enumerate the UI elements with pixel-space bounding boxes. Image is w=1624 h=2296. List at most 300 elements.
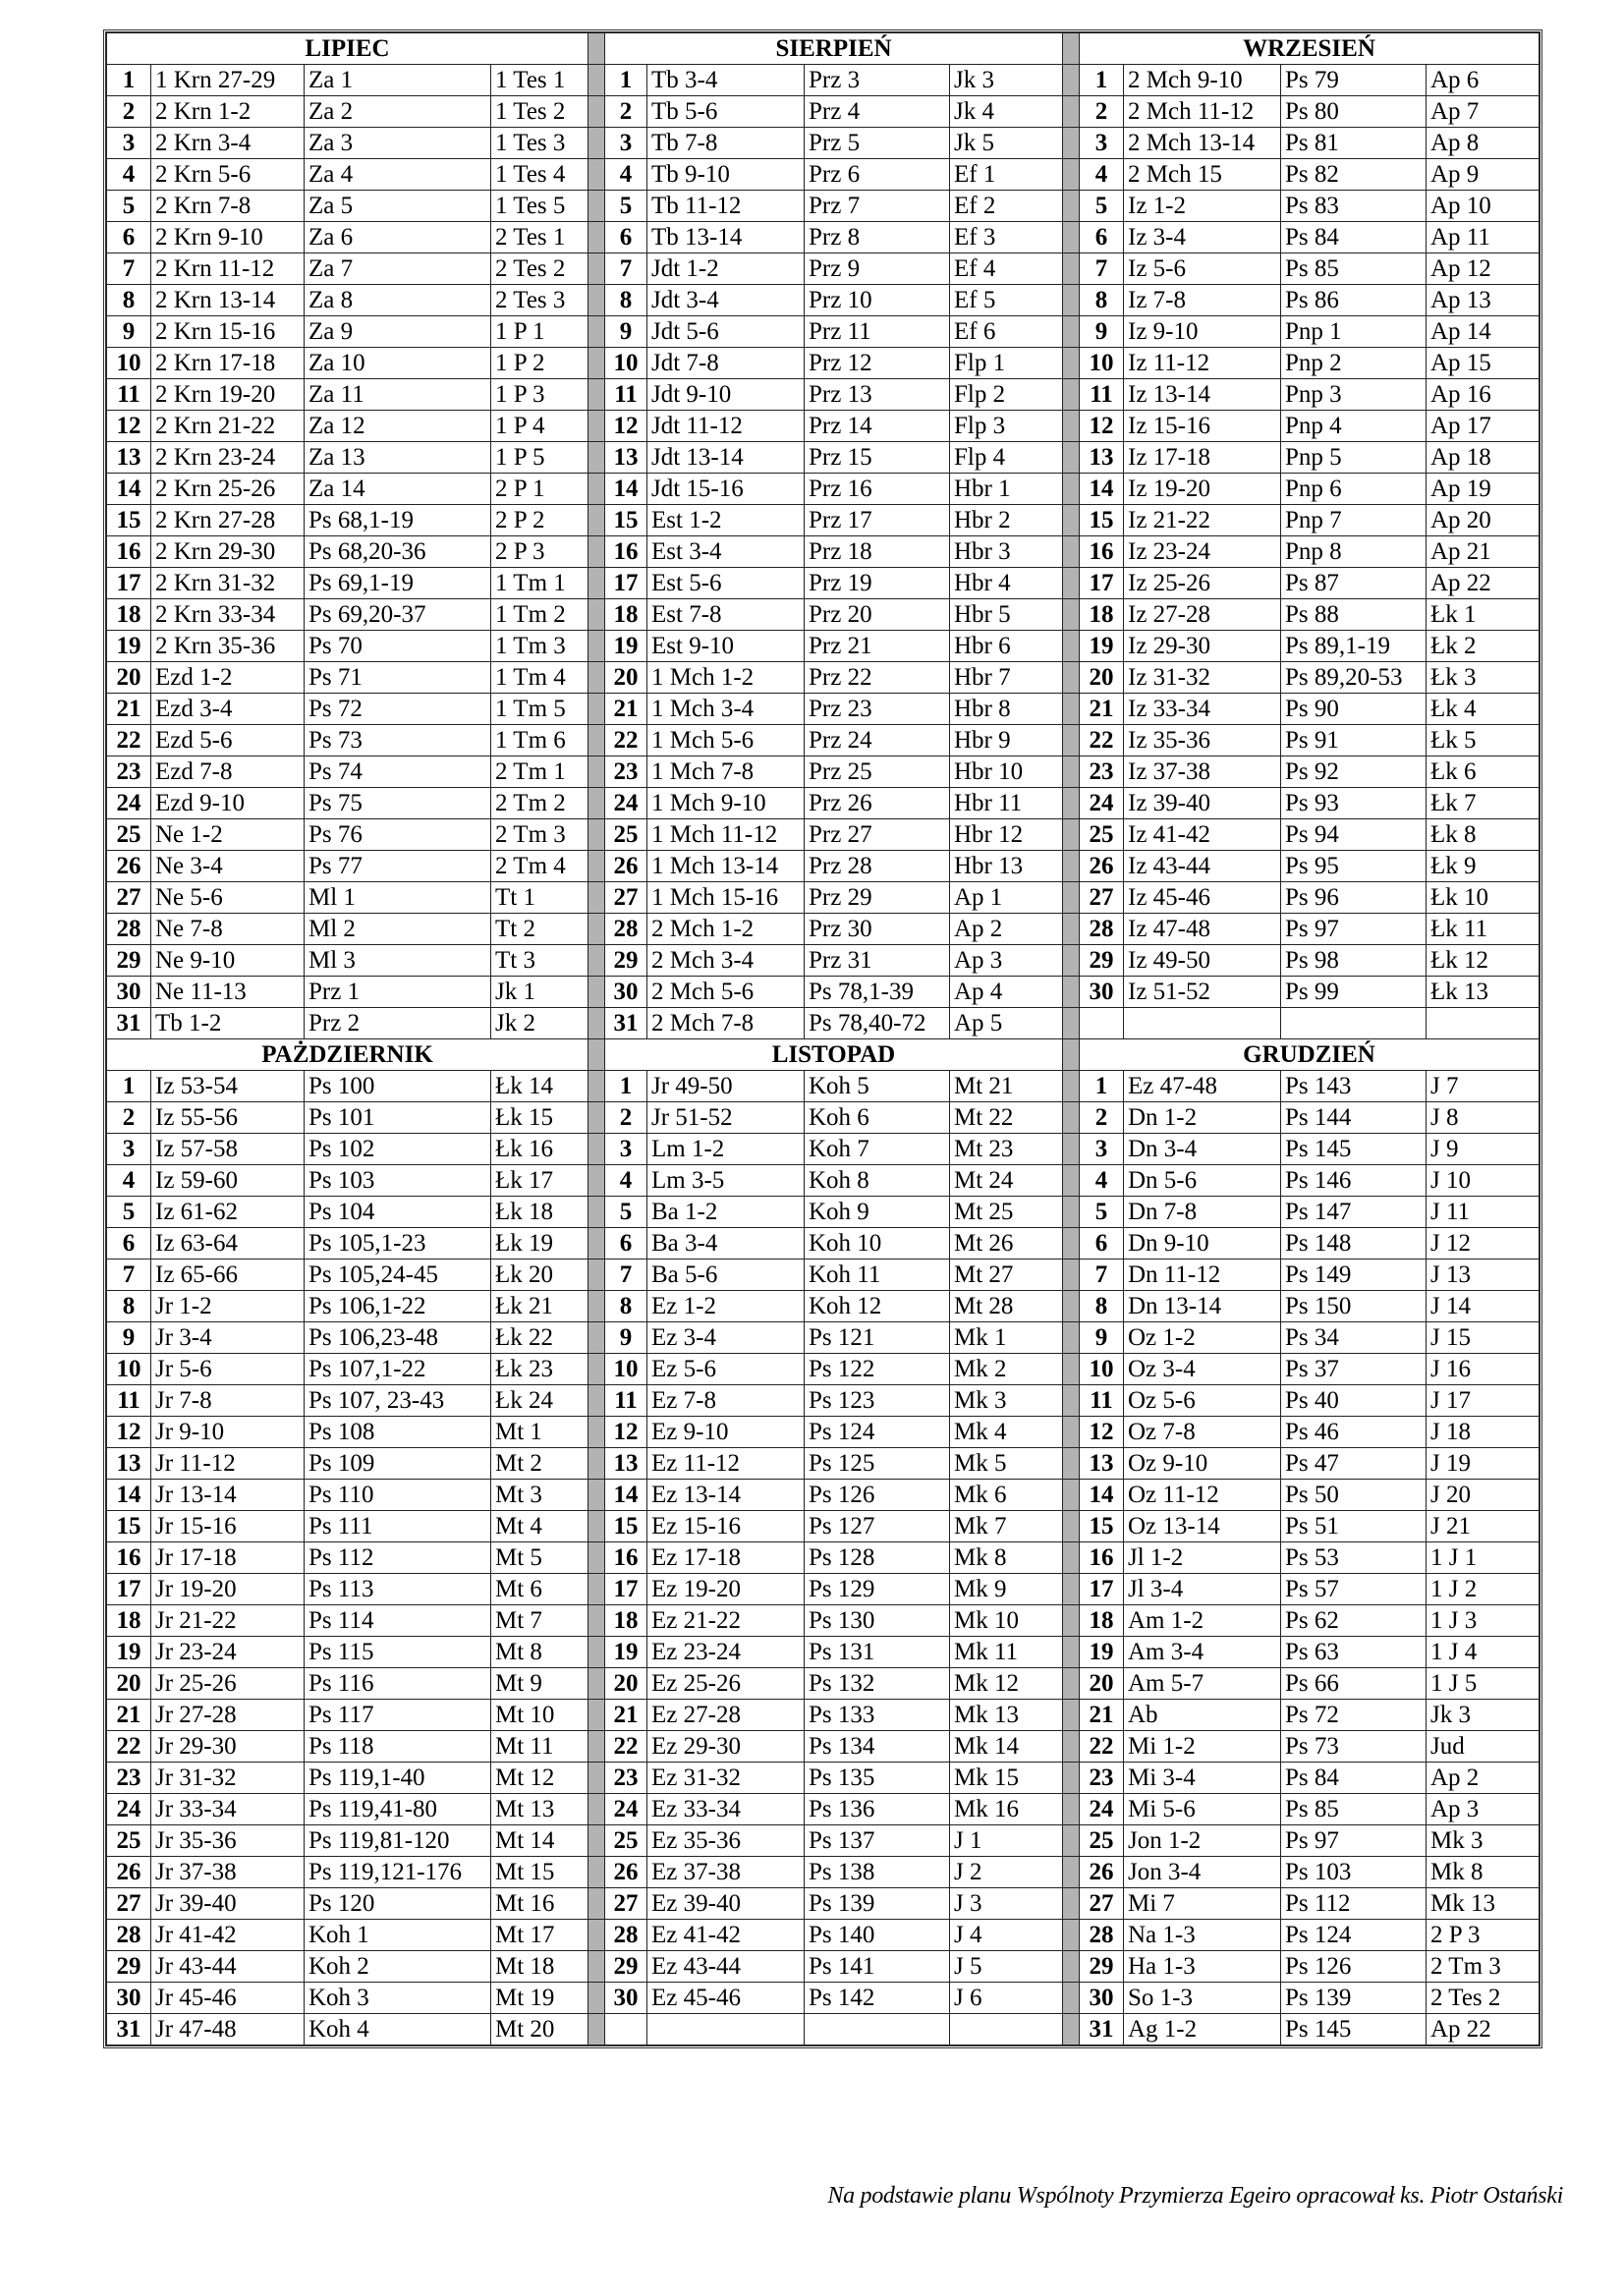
column-separator: [1063, 191, 1080, 222]
wisdom-reading: Koh 12: [805, 1291, 950, 1322]
table-row: [107, 631, 1540, 662]
wisdom-reading: Za 8: [305, 285, 491, 316]
new-testament-reading: Mk 10: [950, 1605, 1063, 1637]
old-testament-reading: Jr 23-24: [151, 1637, 305, 1668]
day-number: 10: [1080, 1354, 1124, 1385]
wisdom-reading: Koh 7: [805, 1134, 950, 1165]
new-testament-reading: Łk 20: [491, 1260, 588, 1291]
old-testament-reading: 1 Krn 27-29: [151, 65, 305, 96]
column-separator: [588, 1448, 605, 1480]
wisdom-reading: Ps 139: [805, 1888, 950, 1920]
new-testament-reading: Mk 3: [950, 1385, 1063, 1417]
day-number: 28: [605, 1920, 647, 1951]
column-separator: [588, 725, 605, 756]
old-testament-reading: Jr 15-16: [151, 1511, 305, 1542]
wisdom-reading: Ps 101: [305, 1102, 491, 1134]
wisdom-reading: Pnp 1: [1281, 316, 1427, 348]
old-testament-reading: Ne 1-2: [151, 819, 305, 851]
day-number: 19: [605, 1637, 647, 1668]
day-number: 23: [605, 1763, 647, 1794]
wisdom-reading: Ps 119,121-176: [305, 1857, 491, 1888]
day-number: 13: [107, 442, 151, 474]
old-testament-reading: Dn 3-4: [1124, 1134, 1281, 1165]
column-separator: [588, 1637, 605, 1668]
old-testament-reading: 1 Mch 7-8: [647, 756, 805, 788]
wisdom-reading: Prz 19: [805, 568, 950, 599]
new-testament-reading: J 4: [950, 1920, 1063, 1951]
day-number: 20: [107, 662, 151, 694]
new-testament-reading: 1 Tes 3: [491, 128, 588, 159]
wisdom-reading: Ps 50: [1281, 1480, 1427, 1511]
column-separator: [588, 1134, 605, 1165]
old-testament-reading: Jdt 3-4: [647, 285, 805, 316]
old-testament-reading: Iz 51-52: [1124, 977, 1281, 1008]
wisdom-reading: Prz 1: [305, 977, 491, 1008]
new-testament-reading: J 6: [950, 1983, 1063, 2014]
day-number: 12: [605, 1417, 647, 1448]
old-testament-reading: Jr 7-8: [151, 1385, 305, 1417]
wisdom-reading: Prz 27: [805, 819, 950, 851]
day-number: 15: [605, 505, 647, 536]
new-testament-reading: Mk 7: [950, 1511, 1063, 1542]
column-separator: [588, 631, 605, 662]
wisdom-reading: Ps 95: [1281, 851, 1427, 882]
day-number: 12: [107, 1417, 151, 1448]
table-row: [107, 285, 1540, 316]
old-testament-reading: Ba 5-6: [647, 1260, 805, 1291]
day-number: 3: [605, 1134, 647, 1165]
column-separator: [588, 599, 605, 631]
old-testament-reading: Jdt 11-12: [647, 411, 805, 442]
day-number: 24: [107, 1794, 151, 1825]
day-number: 25: [605, 1825, 647, 1857]
old-testament-reading: Tb 3-4: [647, 65, 805, 96]
new-testament-reading: Mt 4: [491, 1511, 588, 1542]
wisdom-reading: Ps 107,1-22: [305, 1354, 491, 1385]
old-testament-reading: 2 Krn 29-30: [151, 536, 305, 568]
wisdom-reading: Pnp 3: [1281, 379, 1427, 411]
day-number: 19: [107, 631, 151, 662]
old-testament-reading: Iz 39-40: [1124, 788, 1281, 819]
column-separator: [1063, 1700, 1080, 1731]
new-testament-reading: Mt 11: [491, 1731, 588, 1763]
wisdom-reading: Ps 114: [305, 1605, 491, 1637]
new-testament-reading: Ap 18: [1427, 442, 1540, 474]
day-number: 24: [605, 1794, 647, 1825]
wisdom-reading: Ps 120: [305, 1888, 491, 1920]
day-number: 13: [1080, 442, 1124, 474]
day-number: 5: [107, 191, 151, 222]
new-testament-reading: Łk 11: [1427, 914, 1540, 945]
new-testament-reading: Mt 19: [491, 1983, 588, 2014]
old-testament-reading: 2 Krn 25-26: [151, 474, 305, 505]
old-testament-reading: 2 Krn 19-20: [151, 379, 305, 411]
day-number: 5: [1080, 1197, 1124, 1228]
wisdom-reading: Ps 102: [305, 1134, 491, 1165]
day-number: 3: [107, 1134, 151, 1165]
table-row: [107, 1291, 1540, 1322]
wisdom-reading: Ps 125: [805, 1448, 950, 1480]
wisdom-reading: Ps 78,40-72: [805, 1008, 950, 1039]
month-title: LIPIEC: [107, 33, 588, 65]
old-testament-reading: Ba 1-2: [647, 1197, 805, 1228]
old-testament-reading: Jr 3-4: [151, 1322, 305, 1354]
wisdom-reading: Ps 96: [1281, 882, 1427, 914]
day-number: 14: [107, 474, 151, 505]
old-testament-reading: [1124, 1008, 1281, 1039]
old-testament-reading: Ez 31-32: [647, 1763, 805, 1794]
day-number: 31: [1080, 2014, 1124, 2045]
wisdom-reading: Za 4: [305, 159, 491, 191]
wisdom-reading: Ps 75: [305, 788, 491, 819]
day-number: 6: [1080, 222, 1124, 253]
wisdom-reading: Ps 104: [305, 1197, 491, 1228]
old-testament-reading: Ez 1-2: [647, 1291, 805, 1322]
new-testament-reading: Ef 1: [950, 159, 1063, 191]
table-row: [107, 1322, 1540, 1354]
old-testament-reading: Ez 5-6: [647, 1354, 805, 1385]
old-testament-reading: Ez 15-16: [647, 1511, 805, 1542]
old-testament-reading: 2 Krn 5-6: [151, 159, 305, 191]
old-testament-reading: Am 3-4: [1124, 1637, 1281, 1668]
wisdom-reading: Prz 15: [805, 442, 950, 474]
table-row: [107, 756, 1540, 788]
new-testament-reading: 1 P 2: [491, 348, 588, 379]
day-number: 7: [1080, 1260, 1124, 1291]
new-testament-reading: Ef 5: [950, 285, 1063, 316]
new-testament-reading: Ap 2: [950, 914, 1063, 945]
table-row: [107, 411, 1540, 442]
new-testament-reading: Mt 6: [491, 1574, 588, 1605]
table-row: [107, 1668, 1540, 1700]
day-number: 22: [107, 725, 151, 756]
old-testament-reading: Mi 3-4: [1124, 1763, 1281, 1794]
day-number: 6: [107, 1228, 151, 1260]
table-row: [107, 1511, 1540, 1542]
day-number: 10: [605, 348, 647, 379]
day-number: 23: [107, 1763, 151, 1794]
table-row: [107, 96, 1540, 128]
table-row: [107, 474, 1540, 505]
day-number: 25: [107, 819, 151, 851]
old-testament-reading: Jl 1-2: [1124, 1542, 1281, 1574]
old-testament-reading: 2 Mch 3-4: [647, 945, 805, 977]
column-separator: [1063, 1794, 1080, 1825]
new-testament-reading: Łk 18: [491, 1197, 588, 1228]
day-number: 10: [605, 1354, 647, 1385]
wisdom-reading: Koh 6: [805, 1102, 950, 1134]
old-testament-reading: 1 Mch 11-12: [647, 819, 805, 851]
table-row: [107, 662, 1540, 694]
wisdom-reading: Ps 106,23-48: [305, 1322, 491, 1354]
new-testament-reading: 1 J 2: [1427, 1574, 1540, 1605]
old-testament-reading: 1 Mch 13-14: [647, 851, 805, 882]
wisdom-reading: Ps 144: [1281, 1102, 1427, 1134]
old-testament-reading: 2 Krn 31-32: [151, 568, 305, 599]
day-number: 29: [605, 1951, 647, 1983]
column-separator: [588, 945, 605, 977]
wisdom-reading: Prz 6: [805, 159, 950, 191]
new-testament-reading: Tt 1: [491, 882, 588, 914]
old-testament-reading: Ez 21-22: [647, 1605, 805, 1637]
old-testament-reading: Iz 7-8: [1124, 285, 1281, 316]
wisdom-reading: Ps 119,1-40: [305, 1763, 491, 1794]
table-row: [107, 316, 1540, 348]
old-testament-reading: Ne 5-6: [151, 882, 305, 914]
new-testament-reading: Łk 17: [491, 1165, 588, 1197]
new-testament-reading: 2 Tm 1: [491, 756, 588, 788]
old-testament-reading: Iz 13-14: [1124, 379, 1281, 411]
new-testament-reading: Ap 3: [950, 945, 1063, 977]
column-separator: [588, 1574, 605, 1605]
new-testament-reading: 2 Tes 2: [1427, 1983, 1540, 2014]
table-row: [107, 599, 1540, 631]
day-number: 22: [1080, 1731, 1124, 1763]
day-number: 20: [107, 1668, 151, 1700]
wisdom-reading: Ps 129: [805, 1574, 950, 1605]
new-testament-reading: Mt 22: [950, 1102, 1063, 1134]
month-title: SIERPIEŃ: [605, 33, 1063, 65]
old-testament-reading: Jdt 1-2: [647, 253, 805, 285]
old-testament-reading: Est 9-10: [647, 631, 805, 662]
wisdom-reading: Ps 126: [805, 1480, 950, 1511]
new-testament-reading: Ap 6: [1427, 65, 1540, 96]
new-testament-reading: 1 J 4: [1427, 1637, 1540, 1668]
new-testament-reading: Ap 11: [1427, 222, 1540, 253]
old-testament-reading: 2 Krn 13-14: [151, 285, 305, 316]
new-testament-reading: Mk 5: [950, 1448, 1063, 1480]
wisdom-reading: Ps 94: [1281, 819, 1427, 851]
column-separator: [588, 474, 605, 505]
wisdom-reading: Ps 99: [1281, 977, 1427, 1008]
table-row: [107, 159, 1540, 191]
table-row: [107, 1197, 1540, 1228]
column-separator: [588, 568, 605, 599]
old-testament-reading: Jr 21-22: [151, 1605, 305, 1637]
new-testament-reading: 2 P 3: [491, 536, 588, 568]
column-separator: [1063, 348, 1080, 379]
new-testament-reading: Łk 5: [1427, 725, 1540, 756]
day-number: 13: [605, 1448, 647, 1480]
day-number: 21: [1080, 1700, 1124, 1731]
wisdom-reading: Prz 29: [805, 882, 950, 914]
new-testament-reading: [1427, 1008, 1540, 1039]
day-number: 11: [1080, 1385, 1124, 1417]
new-testament-reading: 1 Tes 1: [491, 65, 588, 96]
old-testament-reading: Am 5-7: [1124, 1668, 1281, 1700]
wisdom-reading: Ps 63: [1281, 1637, 1427, 1668]
day-number: 10: [107, 1354, 151, 1385]
wisdom-reading: Ps 71: [305, 662, 491, 694]
day-number: 23: [605, 756, 647, 788]
day-number: 14: [107, 1480, 151, 1511]
old-testament-reading: Jdt 9-10: [647, 379, 805, 411]
old-testament-reading: Iz 55-56: [151, 1102, 305, 1134]
new-testament-reading: Hbr 4: [950, 568, 1063, 599]
day-number: 31: [107, 2014, 151, 2045]
wisdom-reading: Ps 85: [1281, 1794, 1427, 1825]
table-row: [107, 694, 1540, 725]
day-number: 9: [1080, 316, 1124, 348]
new-testament-reading: Mk 13: [950, 1700, 1063, 1731]
old-testament-reading: Iz 25-26: [1124, 568, 1281, 599]
month-header-row: [107, 33, 1540, 65]
new-testament-reading: 1 Tm 3: [491, 631, 588, 662]
old-testament-reading: Iz 59-60: [151, 1165, 305, 1197]
day-number: 15: [1080, 505, 1124, 536]
column-separator: [588, 788, 605, 819]
day-number: 22: [605, 725, 647, 756]
new-testament-reading: Łk 6: [1427, 756, 1540, 788]
new-testament-reading: Mk 14: [950, 1731, 1063, 1763]
day-number: 12: [107, 411, 151, 442]
table-row: [107, 945, 1540, 977]
column-separator: [1063, 1574, 1080, 1605]
new-testament-reading: J 20: [1427, 1480, 1540, 1511]
wisdom-reading: Za 7: [305, 253, 491, 285]
column-separator: [1063, 1228, 1080, 1260]
day-number: 4: [107, 159, 151, 191]
column-separator: [1063, 756, 1080, 788]
new-testament-reading: Łk 10: [1427, 882, 1540, 914]
day-number: 28: [1080, 1920, 1124, 1951]
old-testament-reading: 1 Mch 5-6: [647, 725, 805, 756]
day-number: 15: [1080, 1511, 1124, 1542]
new-testament-reading: 1 Tm 4: [491, 662, 588, 694]
wisdom-reading: Prz 4: [805, 96, 950, 128]
old-testament-reading: 2 Krn 33-34: [151, 599, 305, 631]
old-testament-reading: Jr 13-14: [151, 1480, 305, 1511]
column-separator: [588, 2014, 605, 2045]
old-testament-reading: Jr 17-18: [151, 1542, 305, 1574]
column-separator: [588, 348, 605, 379]
column-separator: [1063, 159, 1080, 191]
old-testament-reading: Ez 39-40: [647, 1888, 805, 1920]
column-separator: [588, 1825, 605, 1857]
old-testament-reading: Jdt 7-8: [647, 348, 805, 379]
new-testament-reading: Hbr 1: [950, 474, 1063, 505]
new-testament-reading: Hbr 9: [950, 725, 1063, 756]
day-number: 9: [605, 1322, 647, 1354]
table-row: [107, 1008, 1540, 1039]
column-separator: [1063, 536, 1080, 568]
wisdom-reading: Ps 146: [1281, 1165, 1427, 1197]
wisdom-reading: Ps 119,41-80: [305, 1794, 491, 1825]
new-testament-reading: Mt 24: [950, 1165, 1063, 1197]
footer-credit: Na podstawie planu Wspólnoty Przymierza Egeiro opracował ks. Piotr Ostański: [827, 2183, 1563, 2209]
old-testament-reading: Iz 35-36: [1124, 725, 1281, 756]
column-separator: [588, 1605, 605, 1637]
reading-plan-sheet: [103, 29, 1542, 2048]
wisdom-reading: Ps 143: [1281, 1071, 1427, 1102]
old-testament-reading: Mi 5-6: [1124, 1794, 1281, 1825]
column-separator: [1063, 2014, 1080, 2045]
day-number: 11: [1080, 379, 1124, 411]
new-testament-reading: Tt 2: [491, 914, 588, 945]
wisdom-reading: Ps 97: [1281, 914, 1427, 945]
old-testament-reading: 1 Mch 15-16: [647, 882, 805, 914]
day-number: 18: [1080, 1605, 1124, 1637]
day-number: 7: [107, 1260, 151, 1291]
day-number: 21: [1080, 694, 1124, 725]
old-testament-reading: [647, 2014, 805, 2045]
table-row: [107, 442, 1540, 474]
wisdom-reading: [1281, 1008, 1427, 1039]
day-number: 25: [605, 819, 647, 851]
new-testament-reading: J 18: [1427, 1417, 1540, 1448]
column-separator: [588, 882, 605, 914]
day-number: 24: [1080, 1794, 1124, 1825]
old-testament-reading: 2 Mch 1-2: [647, 914, 805, 945]
old-testament-reading: Jr 43-44: [151, 1951, 305, 1983]
old-testament-reading: 1 Mch 1-2: [647, 662, 805, 694]
new-testament-reading: Łk 24: [491, 1385, 588, 1417]
wisdom-reading: Ps 57: [1281, 1574, 1427, 1605]
day-number: 2: [605, 1102, 647, 1134]
day-number: 12: [605, 411, 647, 442]
old-testament-reading: Ez 17-18: [647, 1542, 805, 1574]
month-title: WRZESIEŃ: [1080, 33, 1540, 65]
new-testament-reading: 2 Tm 4: [491, 851, 588, 882]
wisdom-reading: Ps 107, 23-43: [305, 1385, 491, 1417]
column-separator: [1063, 1102, 1080, 1134]
column-separator: [588, 977, 605, 1008]
new-testament-reading: Łk 22: [491, 1322, 588, 1354]
old-testament-reading: Ez 19-20: [647, 1574, 805, 1605]
new-testament-reading: 1 Tes 5: [491, 191, 588, 222]
wisdom-reading: Ps 133: [805, 1700, 950, 1731]
column-separator: [1063, 788, 1080, 819]
column-separator: [1063, 1983, 1080, 2014]
new-testament-reading: Hbr 7: [950, 662, 1063, 694]
wisdom-reading: Ps 100: [305, 1071, 491, 1102]
column-separator: [1063, 1605, 1080, 1637]
day-number: 17: [1080, 568, 1124, 599]
wisdom-reading: Prz 16: [805, 474, 950, 505]
day-number: 1: [107, 1071, 151, 1102]
wisdom-reading: Ps 90: [1281, 694, 1427, 725]
day-number: 21: [605, 1700, 647, 1731]
old-testament-reading: Oz 13-14: [1124, 1511, 1281, 1542]
day-number: 10: [107, 348, 151, 379]
table-row: [107, 977, 1540, 1008]
old-testament-reading: Jon 1-2: [1124, 1825, 1281, 1857]
column-separator: [1063, 505, 1080, 536]
new-testament-reading: J 17: [1427, 1385, 1540, 1417]
wisdom-reading: Prz 21: [805, 631, 950, 662]
column-separator: [1063, 945, 1080, 977]
old-testament-reading: Jdt 13-14: [647, 442, 805, 474]
new-testament-reading: Ap 12: [1427, 253, 1540, 285]
wisdom-reading: Ps 40: [1281, 1385, 1427, 1417]
column-separator: [1063, 33, 1080, 65]
new-testament-reading: Mt 3: [491, 1480, 588, 1511]
table-row: [107, 1825, 1540, 1857]
wisdom-reading: Ml 3: [305, 945, 491, 977]
wisdom-reading: Ps 77: [305, 851, 491, 882]
old-testament-reading: 2 Krn 7-8: [151, 191, 305, 222]
column-separator: [1063, 1197, 1080, 1228]
table-row: [107, 1888, 1540, 1920]
wisdom-reading: Ps 70: [305, 631, 491, 662]
column-separator: [1063, 819, 1080, 851]
new-testament-reading: Mt 21: [950, 1071, 1063, 1102]
table-row: [107, 1605, 1540, 1637]
old-testament-reading: Est 7-8: [647, 599, 805, 631]
old-testament-reading: Dn 1-2: [1124, 1102, 1281, 1134]
old-testament-reading: Tb 1-2: [151, 1008, 305, 1039]
month-title: PAŻDZIERNIK: [107, 1039, 588, 1071]
